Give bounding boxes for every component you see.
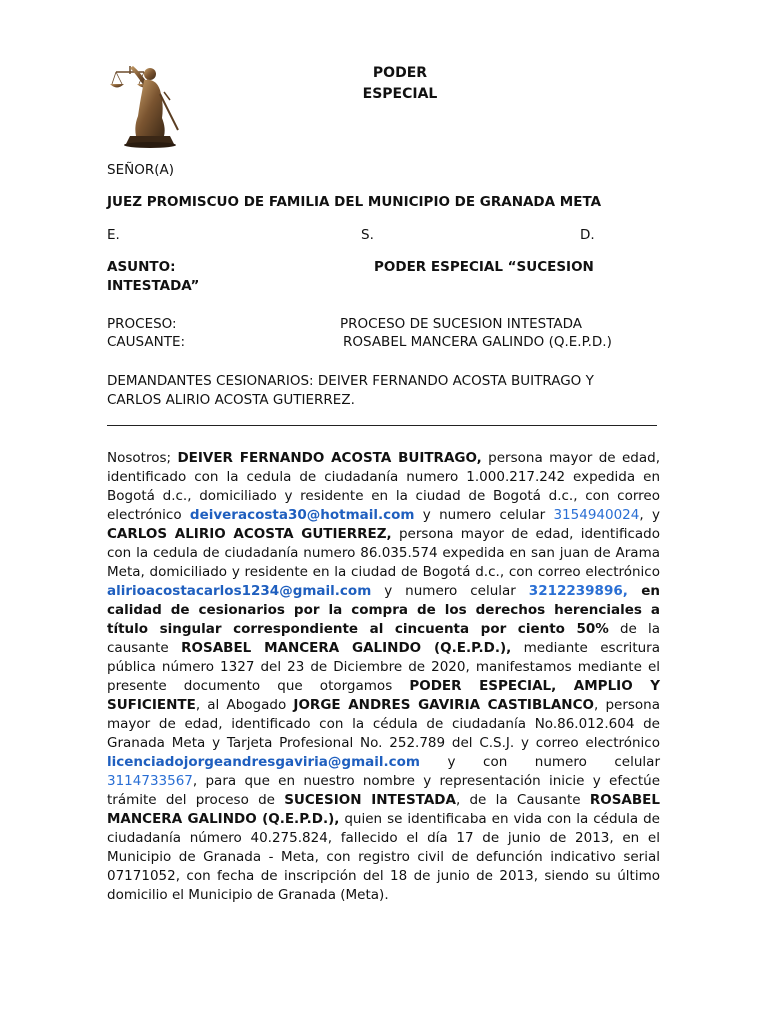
causante-label: CAUSANTE: xyxy=(107,334,186,350)
body-text: y con numero celular xyxy=(419,754,660,770)
body-paragraph xyxy=(107,449,660,905)
body-text: de la causante xyxy=(107,621,660,656)
d-marker: D. xyxy=(580,227,595,243)
body-text: Nosotros; xyxy=(107,450,178,466)
e-marker: E. xyxy=(107,227,120,243)
causante-value: ROSABEL MANCERA GALINDO (Q.E.P.D.) xyxy=(343,334,612,350)
causante-name: ROSABEL MANCERA GALINDO (Q.E.P.D.), xyxy=(107,792,660,827)
proceso-value: PROCESO DE SUCESION INTESTADA xyxy=(340,316,583,332)
body-text: , al Abogado xyxy=(195,697,294,713)
body-text: mediante escritura pública número 1327 del 23 de Diciembre de 2020, manifestamos mediante el presente documento que otorgamos xyxy=(107,640,660,694)
body-text: quien se identificaba en vida con la cédula de ciudadanía número 40.275.824, fallecido el día 17 de junio de 2013, en el Municipio de Granada - Meta, con registro civil de defunción indicativo serial 07171052, con fecha de inscripción del 18 de junio de 2013, siendo su último domicilio el Municipio de Granada (Meta). xyxy=(107,811,660,903)
judge-heading: JUEZ PROMISCUO DE FAMILIA DEL MUNICIPIO DE GRANADA META xyxy=(107,194,602,210)
email-link[interactable]: licenciadojorgeandresgaviria@gmail.com xyxy=(107,754,420,770)
email-link[interactable]: deiveracosta30@hotmail.com xyxy=(189,507,415,523)
salutation: SEÑOR(A) xyxy=(107,162,174,178)
bold-text: SUCESION INTESTADA xyxy=(284,792,456,808)
body-text: persona mayor de edad, identificado con la cedula de ciudadanía numero 1.000.217.242 expedida en Bogotá d.c., domiciliado y residente en la ciudad de Bogotá d.c., con correo electrónico xyxy=(107,450,660,523)
body-text: , de la Causante xyxy=(455,792,590,808)
lady-justice-icon xyxy=(104,44,190,150)
document-title-line2: ESPECIAL xyxy=(362,86,438,102)
body-text: , persona mayor de edad, identificado con la cédula de ciudadanía No.86.012.604 de Granada Meta y Tarjeta Profesional No. 252.789 del C.S.J. y correo electrónico xyxy=(107,697,660,751)
attorney-name: JORGE ANDRES GAVIRIA CASTIBLANCO xyxy=(293,697,594,713)
body-text: , y xyxy=(639,507,660,523)
email-link[interactable]: alirioacostacarlos1234@gmail.com xyxy=(107,583,372,599)
body-text: persona mayor de edad, identificado con la cedula de ciudadanía numero 86.035.574 expedida en san juan de Arama Meta, domiciliado y residente en la ciudad de Bogotá d.c., con correo electrónico xyxy=(107,526,660,580)
s-marker: S. xyxy=(361,227,374,243)
demandantes-line1: DEMANDANTES CESIONARIOS: DEIVER FERNANDO ACOSTA BUITRAGO Y xyxy=(107,373,594,389)
phone-number[interactable]: 3212239896, xyxy=(528,583,628,599)
grantor-name: CARLOS ALIRIO ACOSTA GUTIERREZ, xyxy=(107,526,392,542)
bold-text: en calidad de cesionarios por la compra de los derechos herenciales a título singular correspondiente al cincuenta por ciento 50% xyxy=(107,583,660,637)
demandantes-line2: CARLOS ALIRIO ACOSTA GUTIERREZ. xyxy=(107,392,355,408)
grantor-name: DEIVER FERNANDO ACOSTA BUITRAGO, xyxy=(177,450,482,466)
asunto-label: ASUNTO: xyxy=(107,259,176,275)
phone-number[interactable]: 3114733567 xyxy=(107,773,193,789)
proceso-label: PROCESO: xyxy=(107,316,177,332)
asunto-value: PODER ESPECIAL “SUCESION xyxy=(374,259,594,275)
document-title-line1: PODER xyxy=(372,65,428,81)
body-text: y numero celular xyxy=(371,583,529,599)
body-text: , para que en nuestro nombre y representación inicie y efectúe trámite del proceso de xyxy=(107,773,660,808)
separator-line xyxy=(107,425,657,426)
body-text: y numero celular xyxy=(414,507,554,523)
bold-text: PODER ESPECIAL, AMPLIO Y SUFICIENTE xyxy=(107,678,660,713)
phone-number[interactable]: 3154940024 xyxy=(553,507,640,523)
asunto-value-continued: INTESTADA” xyxy=(107,278,200,294)
causante-name: ROSABEL MANCERA GALINDO (Q.E.P.D.), xyxy=(181,640,512,656)
